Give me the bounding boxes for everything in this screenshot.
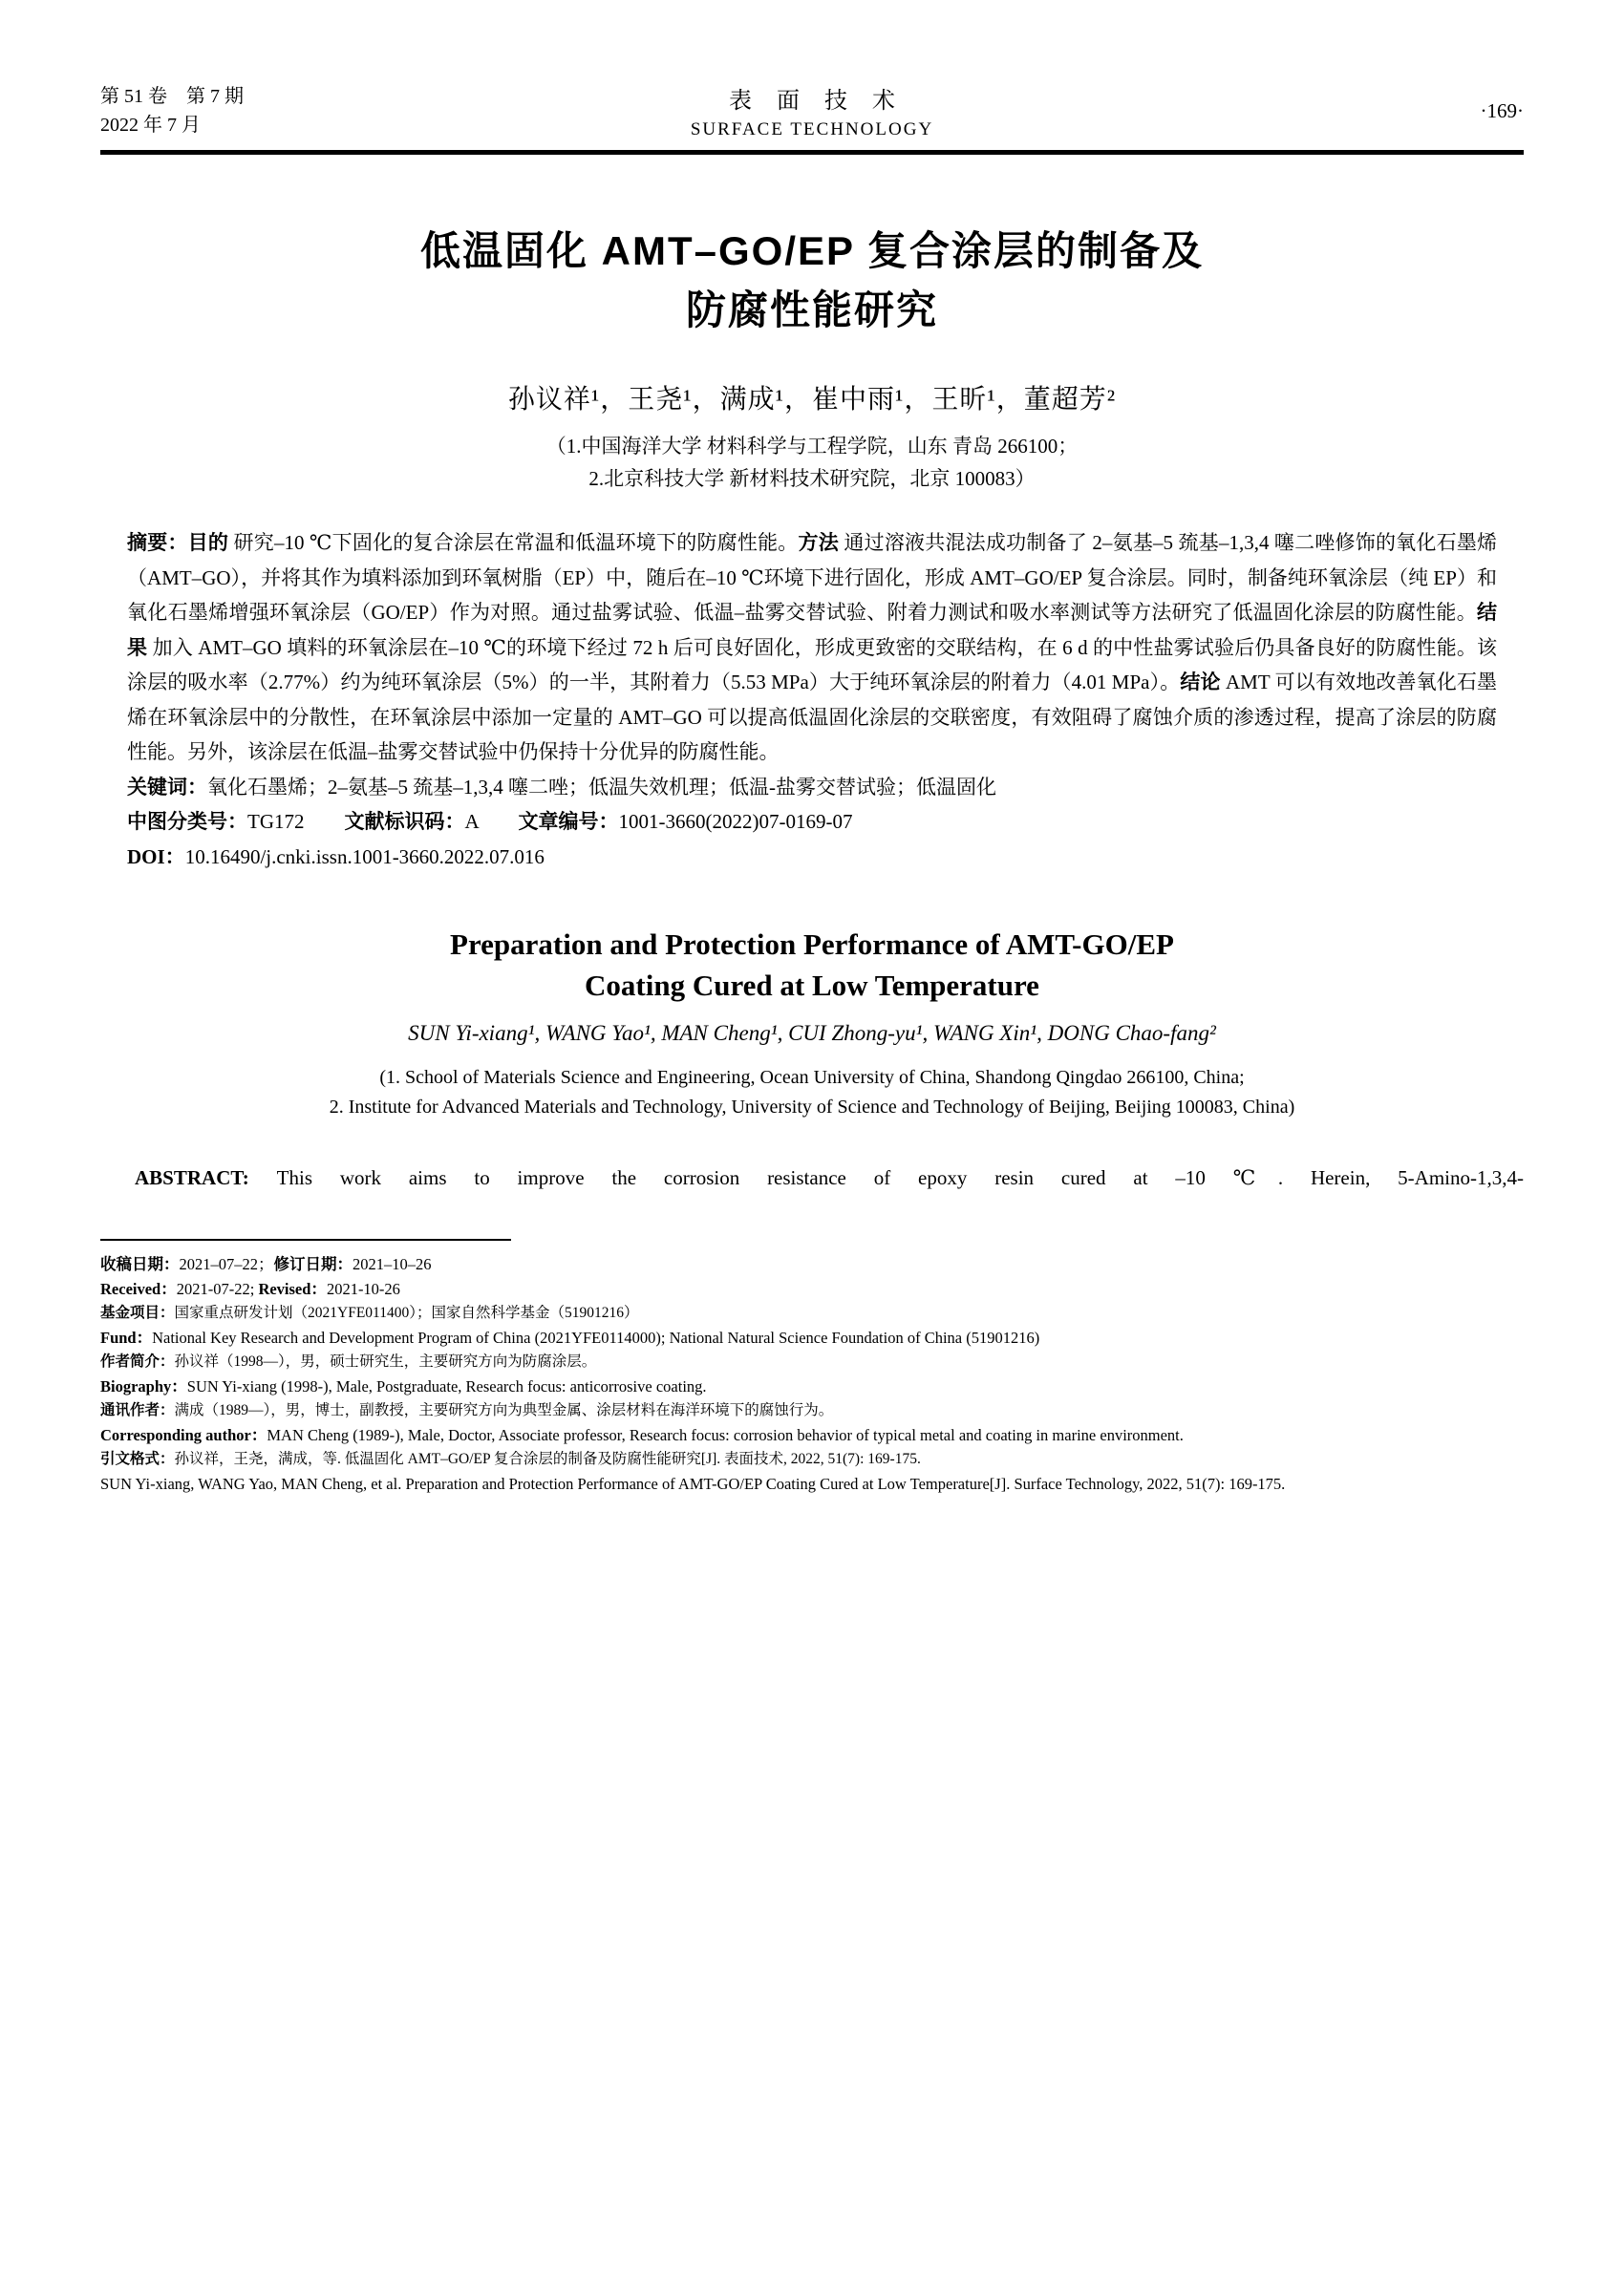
text-segment: 1001-3660(2022)07-0169-07: [618, 810, 853, 833]
header-issue: [100, 82, 416, 139]
footnotes: [100, 1252, 1524, 1496]
text-segment: 2021–07–22；: [179, 1255, 274, 1273]
keywords-line: [127, 770, 1497, 805]
text-segment: 2021-10-26: [326, 1279, 400, 1298]
text-segment: 通过溶液共混法成功制备了 2–氨基–5 巯基–1,3,4 噻二唑修饰的氧化石墨烯（AMT–GO），并将其作为填料添加到环氧树脂（EP）中，随后在–10 ℃环境下进行固化，形成 AMT–GO/EP 复合涂层。同时，制备纯环氧涂层（纯 EP）和氧化石墨烯增强环氧涂层（GO/EP）作为对照。通过盐雾试验、低温–盐雾交替试验、附着力测试和吸水率测试等方法研究了低温固化涂层的防腐性能。: [127, 531, 1498, 624]
bold-label: 收稿日期：: [100, 1255, 180, 1273]
bold-label: 摘要：: [127, 531, 188, 554]
footnote-line: [100, 1350, 1524, 1374]
bold-label: 基金项目：: [100, 1305, 175, 1321]
text-segment: 研究–10 ℃下固化的复合涂层在常温和低温环境下的防腐性能。: [228, 531, 799, 554]
journal-title-en: SURFACE TECHNOLOGY: [690, 119, 934, 139]
bold-label: 方法: [798, 531, 839, 554]
header-page-number: ·169·: [1480, 98, 1524, 122]
text-segment: TG172: [247, 810, 345, 833]
article-title-cn-line2: 防腐性能研究: [685, 288, 938, 332]
text-segment: 国家重点研发计划（2021YFE011400）；国家自然科学基金（51901216）: [174, 1305, 639, 1321]
text-segment: 满成（1989—），男，博士，副教授，主要研究方向为典型金属、涂层材料在海洋环境下的腐蚀行为。: [174, 1402, 834, 1418]
abstract-cn: [127, 525, 1497, 770]
affiliation-cn-line1: （1.中国海洋大学 材料科学与工程学院，山东 青岛 266100；: [545, 435, 1079, 458]
classification-line: [127, 804, 1497, 840]
text-segment: National Key Research and Development Program of China (2021YFE0114000); National Natural Science Foundation of China (51901216): [152, 1328, 1040, 1347]
doi-line: [127, 840, 1497, 875]
text-segment: 孙议祥，王尧，满成，等. 低温固化 AMT–GO/EP 复合涂层的制备及防腐性能研究[J]. 表面技术, 2022, 51(7): 169-175.: [174, 1451, 921, 1467]
text-segment: SUN Yi-xiang (1998-), Male, Postgraduate, Research focus: anticorrosive coating.: [186, 1376, 707, 1396]
footnote-line: [100, 1398, 1524, 1423]
bold-label: 文章编号：: [518, 810, 619, 833]
article-title-en: [100, 924, 1524, 1006]
footnote-line: [100, 1301, 1524, 1326]
bold-label: Biography：: [100, 1376, 187, 1396]
affiliation-cn-line2: 2.北京科技大学 新材料技术研究院，北京 100083）: [588, 467, 1036, 490]
affiliations-en: [100, 1063, 1524, 1122]
bold-label: DOI：: [127, 844, 185, 868]
affiliation-en-line2: 2. Institute for Advanced Materials and Technology, University of Science and Technology of Beijing, Beijing 100083, China): [329, 1097, 1295, 1118]
abstract-en: [100, 1161, 1524, 1195]
text-segment: 10.16490/j.cnki.issn.1001-3660.2022.07.016: [184, 844, 545, 868]
text-segment: 氧化石墨烯；2–氨基–5 巯基–1,3,4 噻二唑；低温失效机理；低温-盐雾交替试验；低温固化: [207, 775, 996, 799]
text-segment: AMT 可以有效地改善氧化石墨烯在环氧涂层中的分散性，在环氧涂层中添加一定量的 AMT–GO 可以提高低温固化涂层的交联密度，有效阻碍了腐蚀介质的渗透过程，提高了涂层的防腐性能。另外，该涂层在低温–盐雾交替试验中仍保持十分优异的防腐性能。: [127, 671, 1498, 763]
bold-label: 引文格式：: [100, 1451, 175, 1467]
text-segment: 加入 AMT–GO 填料的环氧涂层在–10 ℃的环境下经过 72 h 后可良好固化，形成更致密的交联结构，在 6 d 的中性盐雾试验后仍具备良好的防腐性能。该涂层的吸水率（2.77%）约为纯环氧涂层（5%）的一半，其附着力（5.53 MPa）大于纯环氧涂层的附着力（4.01 MPa）。: [127, 635, 1498, 693]
footnote-line: [100, 1374, 1524, 1399]
bold-label: 中图分类号：: [127, 810, 247, 833]
text-segment: SUN Yi-xiang, WANG Yao, MAN Cheng, et al. Preparation and Protection Performance of AMT-GO/EP Coating Cured at Low Temperature[J]. Surface Technology, 2022, 51(7): 169-175.: [100, 1474, 1286, 1493]
issue-date: 2022 年 7 月: [100, 115, 201, 136]
footnote-line: [100, 1252, 1524, 1277]
bold-label: Received：: [100, 1279, 177, 1298]
bold-label: 目的: [187, 531, 229, 554]
bold-label: Revised：: [258, 1279, 327, 1298]
authors-cn: 孙议祥¹，王尧¹，满成¹，崔中雨¹，王昕¹，董超芳²: [507, 385, 1117, 415]
bold-label: Corresponding author：: [100, 1425, 267, 1444]
text-segment: 2021–10–26: [353, 1255, 432, 1273]
journal-title-cn: 表 面 技 术: [729, 89, 905, 114]
text-segment: 2021-07-22;: [176, 1279, 259, 1298]
footnote-line: [100, 1423, 1524, 1448]
authors-en: SUN Yi-xiang¹, WANG Yao¹, MAN Cheng¹, CUI Zhong-yu¹, WANG Xin¹, DONG Chao-fang²: [408, 1021, 1216, 1045]
bold-label: 结果: [127, 601, 1497, 659]
affiliation-en-line1: (1. School of Materials Science and Engineering, Ocean University of China, Shandong Qingdao 266100, China;: [379, 1067, 1245, 1088]
bold-label: 修订日期：: [273, 1255, 353, 1273]
bold-label: 作者简介：: [100, 1353, 175, 1370]
bold-label: 结论: [1180, 671, 1221, 693]
affiliations-cn: [100, 430, 1524, 495]
text-segment: This work aims to improve the corrosion resistance of epoxy resin cured at –10 ℃. Herein, 5-Amino-1,3,4-: [276, 1166, 1524, 1189]
text-segment: A: [464, 810, 519, 833]
issue-volume: 第 51 卷 第 7 期: [100, 86, 244, 107]
bold-label: 关键词：: [127, 775, 207, 799]
article-title-en-line2: Coating Cured at Low Temperature: [585, 969, 1039, 1002]
bold-label: ABSTRACT:: [135, 1166, 277, 1189]
footnote-line: [100, 1326, 1524, 1351]
footnote-line: [100, 1472, 1524, 1497]
abstract-section: [100, 525, 1524, 874]
text-segment: 孙议祥（1998—），男，硕士研究生，主要研究方向为防腐涂层。: [174, 1353, 597, 1370]
bold-label: 文献标识码：: [344, 810, 465, 833]
footnote-line: [100, 1447, 1524, 1472]
bold-label: 通讯作者：: [100, 1402, 175, 1418]
text-segment: MAN Cheng (1989-), Male, Doctor, Associate professor, Research focus: corrosion behavior of typical metal and coating in marine environment.: [267, 1425, 1184, 1444]
footnote-line: [100, 1277, 1524, 1302]
bold-label: Fund：: [100, 1328, 153, 1347]
article-title-cn-line1: 低温固化 AMT–GO/EP 复合涂层的制备及: [420, 228, 1204, 273]
article-title-cn: [100, 222, 1524, 340]
header-journal: [416, 81, 1208, 140]
journal-header: [100, 81, 1524, 155]
article-title-en-line1: Preparation and Protection Performance of AMT-GO/EP: [450, 927, 1174, 961]
footnote-divider: [100, 1239, 511, 1241]
